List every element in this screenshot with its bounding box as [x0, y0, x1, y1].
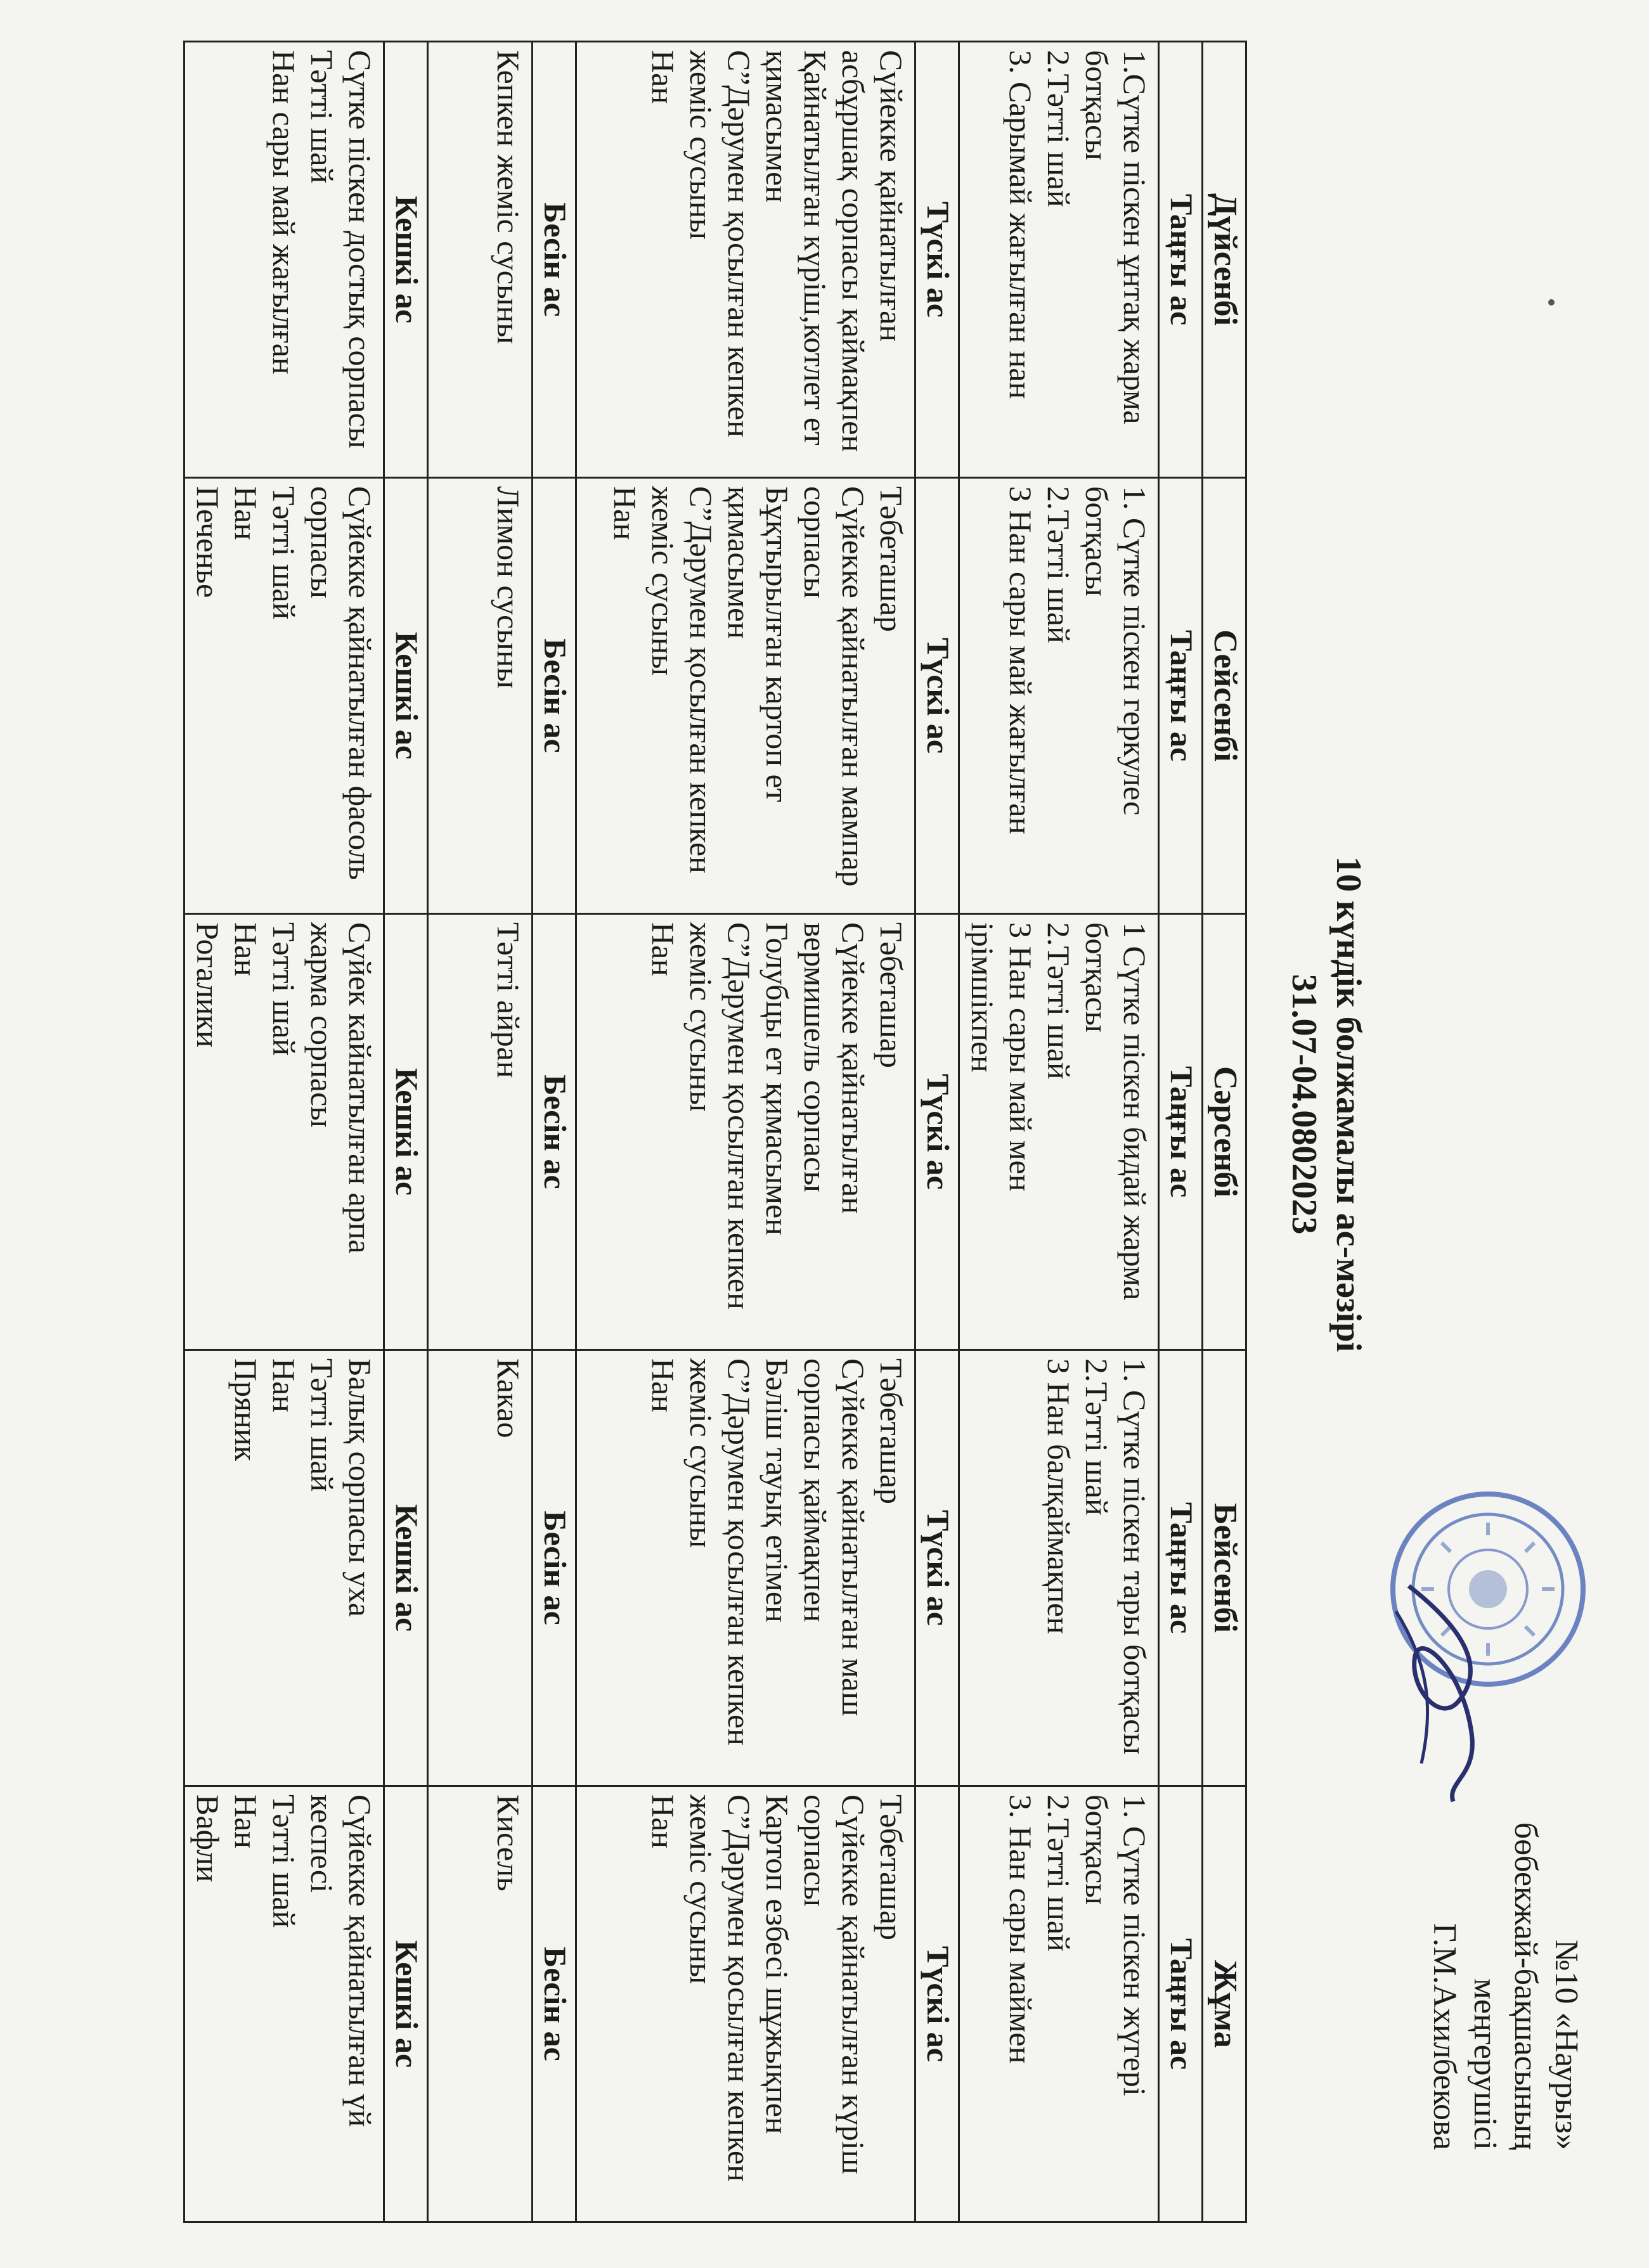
- menu-item: Тәбеташар: [874, 1358, 909, 1505]
- menu-item: Сүйек кайнатылған арпа жарма сорпасы: [304, 922, 378, 1254]
- menu-item: 1. Сүтке піскен жүгері ботқасы: [1079, 1794, 1153, 2096]
- meal-label: Кешкі ас: [384, 914, 428, 1350]
- menu-item: 2.Тәтті шай: [1041, 1794, 1077, 1952]
- menu-item: Лимон сусыны: [491, 486, 526, 689]
- menu-item: Тәбеташар: [874, 486, 909, 633]
- menu-cell: [184, 1786, 384, 2222]
- menu-item: Пряник: [228, 1358, 264, 1461]
- menu-item: 1. Сүтке піскен геркулес ботқасы: [1079, 486, 1153, 816]
- menu-cell: [428, 1786, 533, 2222]
- menu-item: 2.Тәтті шай: [1041, 50, 1077, 207]
- menu-item: Кисель: [491, 1794, 526, 1891]
- menu-cell: [576, 1350, 915, 1786]
- menu-item: Тәтті шай: [266, 922, 302, 1056]
- menu-item: Рогалики: [190, 922, 226, 1048]
- menu-item: С”Дәрумен қосылған кепкен жеміс сусыны: [683, 922, 757, 1310]
- menu-item: 2.Тәтті шай: [1041, 486, 1077, 643]
- menu-item: С”Дәрумен қосылған кепкен жеміс сусыны: [683, 1358, 757, 1746]
- menu-item: 3 Нан сары май мен ірімшікпен: [965, 922, 1038, 1192]
- menu-cell: [428, 1350, 533, 1786]
- meal-label: Кешкі ас: [384, 1786, 428, 2222]
- menu-item: Сүйекке қайнатылған күріш сорпасы: [798, 1794, 871, 2175]
- meal-label: Түскі ас: [915, 42, 959, 478]
- menu-item: С”Дәрумен қосылған кепкен жеміс сусыны: [683, 50, 757, 437]
- menu-item: Нан: [645, 1358, 681, 1413]
- menu-item: Тәбеташар: [874, 1794, 909, 1941]
- day-header: Сәрсенбі: [1203, 914, 1246, 1350]
- approval-line-1: №10 «Наурыз»: [1548, 1939, 1584, 2150]
- menu-cell: [428, 42, 533, 478]
- meal-label: Бесін ас: [533, 1786, 576, 2222]
- menu-item: Голубцы ет қимасымен: [760, 922, 795, 1235]
- meal-label: Бесін ас: [533, 914, 576, 1350]
- menu-item: 1 Сүтке піскен бидай жарма ботқасы: [1079, 922, 1153, 1301]
- menu-item: С”Дәрумен қосылған кепкен жеміс сусыны: [683, 1794, 757, 2182]
- menu-item: Қайнатылған күріш,котлет ет қимасымен: [760, 50, 833, 446]
- menu-cell: [959, 1786, 1159, 2222]
- menu-item: Какао: [491, 1358, 526, 1438]
- menu-item: Сүйекке қайнатылған үй кеспесі: [304, 1794, 378, 2127]
- day-header: Сейсенбі: [1203, 478, 1246, 914]
- menu-item: Сүйекке қайнатылған мампар сорпасы: [798, 486, 871, 887]
- meal-label: Кешкі ас: [384, 478, 428, 914]
- menu-cell: [184, 42, 384, 478]
- meal-label: Таңғы ас: [1159, 478, 1203, 914]
- title-line-1: 10 күндік болжамалы ас-мәзірі: [1329, 856, 1368, 1352]
- menu-item: Тәтті шай: [304, 1358, 340, 1492]
- menu-item: 2.Тәтті шай: [1041, 922, 1077, 1079]
- menu-item: Сүтке піскен достық сорпасы: [342, 50, 378, 449]
- menu-cell: [428, 914, 533, 1350]
- meal-label: Кешкі ас: [384, 1350, 428, 1786]
- speck: [1548, 299, 1555, 306]
- menu-sheet: [39, 27, 1612, 2239]
- document-title: [1282, 756, 1371, 1453]
- meal-label: Бесін ас: [533, 42, 576, 478]
- menu-item: Тәтті шай: [266, 486, 302, 620]
- meal-label-row: [533, 42, 576, 2222]
- menu-item: 3 Нан сары май жағылған: [1003, 486, 1038, 835]
- menu-body: [184, 42, 1203, 2222]
- menu-cell: [184, 914, 384, 1350]
- signature-icon: [1383, 1573, 1504, 1814]
- menu-cell: [576, 1786, 915, 2222]
- menu-cell: [184, 1350, 384, 1786]
- approval-block: [1383, 1485, 1593, 2150]
- meal-label: Таңғы ас: [1159, 1350, 1203, 1786]
- menu-item: Нан сары май жағылған: [266, 50, 302, 375]
- menu-cell: [959, 1350, 1159, 1786]
- meal-items-row: [428, 42, 533, 2222]
- menu-item: Сүйекке қайнатылған фасоль сорпасы: [304, 486, 378, 880]
- day-header: Жұма: [1203, 1786, 1246, 2222]
- menu-item: Сүйекке қайнатылған маш сорпасы қаймақпен: [798, 1358, 871, 1717]
- menu-item: Тәтті шай: [266, 1794, 302, 1928]
- menu-item: Нан: [228, 922, 264, 977]
- menu-item: 2.Тәтті шай: [1079, 1358, 1115, 1516]
- approval-line-2: бөбекжай-бақшасының: [1508, 1822, 1544, 2150]
- menu-item: Нан: [645, 1794, 681, 1849]
- meal-label: Түскі ас: [915, 1786, 959, 2222]
- approval-line-3: меңгерушісі: [1467, 1978, 1503, 2150]
- meal-label: Бесін ас: [533, 478, 576, 914]
- menu-item: Бәліш тауық етімен: [760, 1358, 795, 1623]
- menu-item: 3 Нан балқаймақпен: [1041, 1358, 1077, 1634]
- menu-item: 1. Сүтке піскен тары ботқасы: [1117, 1358, 1153, 1755]
- meal-label: Бесін ас: [533, 1350, 576, 1786]
- day-header: Дүйсенбі: [1203, 42, 1246, 478]
- day-header-row: [1203, 42, 1246, 2222]
- menu-item: Сүйекке қайнатылған асбұршақ сорпасы қаймақпен: [836, 50, 909, 453]
- menu-item: Печенье: [190, 486, 226, 598]
- menu-item: С”Дәрумен қосылған кепкен жеміс сусыны: [645, 486, 719, 873]
- menu-item: Кепкен жеміс сусыны: [491, 50, 526, 344]
- meal-items-row: [184, 42, 384, 2222]
- meal-label-row: [384, 42, 428, 2222]
- menu-item: 1.Сүтке піскен ұнтақ жарма ботқасы: [1079, 50, 1153, 425]
- menu-item: Нан: [228, 486, 264, 541]
- menu-item: Нан: [607, 486, 643, 541]
- menu-item: Бұқтырылған картоп ет қимасымен: [721, 486, 795, 802]
- menu-table: [183, 41, 1247, 2223]
- menu-item: Нан: [266, 1358, 302, 1413]
- meal-label-row: [915, 42, 959, 2222]
- menu-cell: [576, 42, 915, 478]
- meal-label: Таңғы ас: [1159, 914, 1203, 1350]
- menu-cell: [959, 914, 1159, 1350]
- meal-label: Түскі ас: [915, 914, 959, 1350]
- meal-label: Түскі ас: [915, 478, 959, 914]
- menu-cell: [959, 478, 1159, 914]
- menu-item: Балық сорпасы уха: [342, 1358, 378, 1617]
- meal-items-row: [576, 42, 915, 2222]
- menu-item: 3. Нан сары маймен: [1003, 1794, 1038, 2064]
- meal-label: Таңғы ас: [1159, 42, 1203, 478]
- meal-items-row: [959, 42, 1159, 2222]
- menu-item: Тәтті айран: [491, 922, 526, 1078]
- meal-label: Таңғы ас: [1159, 1786, 1203, 2222]
- menu-item: Картоп езбесі шұжықпен: [760, 1794, 795, 2134]
- menu-item: Вафли: [190, 1794, 226, 1883]
- menu-cell: [576, 914, 915, 1350]
- menu-cell: [428, 478, 533, 914]
- menu-item: Нан: [228, 1794, 264, 1849]
- approval-line-4: Г.М.Ахилбекова: [1426, 1923, 1463, 2150]
- meal-label-row: [1159, 42, 1203, 2222]
- menu-cell: [576, 478, 915, 914]
- title-line-2: 31.07-04.0802023: [1284, 974, 1324, 1235]
- menu-cell: [184, 478, 384, 914]
- menu-item: 3. Сарымай жағылған нан: [1003, 50, 1038, 399]
- menu-item: Сүйекке қайнатылған вермишель сорпасы: [798, 922, 871, 1215]
- meal-label: Түскі ас: [915, 1350, 959, 1786]
- menu-item: Тәбеташар: [874, 922, 909, 1069]
- menu-cell: [959, 42, 1159, 478]
- day-header: Бейсенбі: [1203, 1350, 1246, 1786]
- meal-label: Кешкі ас: [384, 42, 428, 478]
- menu-item: Нан: [645, 50, 681, 105]
- menu-item: Тәтті шай: [304, 50, 340, 184]
- menu-item: Нан: [645, 922, 681, 977]
